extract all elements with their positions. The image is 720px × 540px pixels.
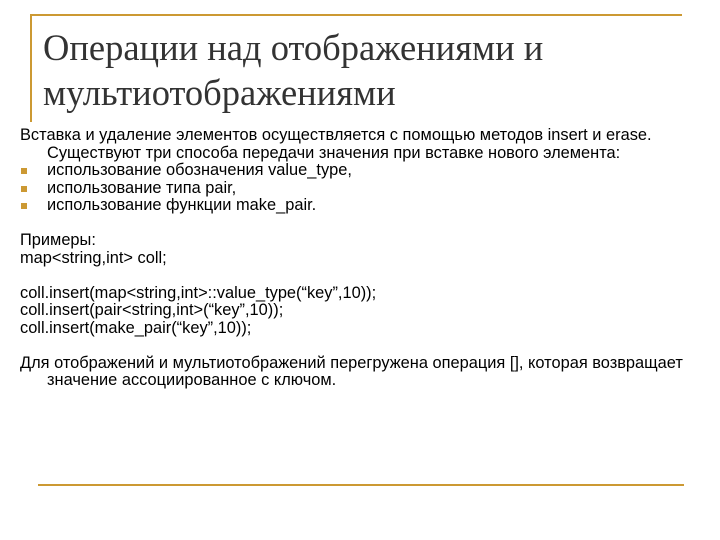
bottom-divider-rule <box>38 484 684 486</box>
bullet-item <box>20 180 710 198</box>
examples-label: Примеры: <box>20 231 96 249</box>
title-frame-top-rule <box>30 14 682 16</box>
spacer <box>20 215 710 233</box>
code-line: coll.insert(map<string,int>::value_type(“key”,10)); <box>20 283 377 302</box>
closing-paragraph: Для отображений и мультиотображений перегружена операция [], которая возвращает значение ассоциированное с ключом. <box>20 353 683 389</box>
spacer <box>20 267 710 285</box>
code-line: coll.insert(pair<string,int>(“key”,10)); <box>20 301 284 319</box>
method-bullet-list <box>20 162 710 215</box>
square-bullet-icon <box>21 203 27 209</box>
declaration-line: map<string,int> coll; <box>20 248 167 267</box>
intro-paragraph: Вставка и удаление элементов осуществляется с помощью методов insert и erase. Существуют три способа передачи значения при вставке нового элемента: <box>20 126 652 162</box>
square-bullet-icon <box>21 168 27 174</box>
bullet-item <box>20 197 710 215</box>
spacer <box>20 337 710 355</box>
code-line: coll.insert(make_pair(“key”,10)); <box>20 318 252 337</box>
slide-title: Операции над отображениями и мультиотображениями <box>43 27 544 113</box>
bullet-text: использование обозначения value_type, <box>47 161 352 179</box>
slide-body <box>20 127 710 390</box>
bullet-item <box>20 162 710 180</box>
bullet-text: использование функции make_pair. <box>47 196 317 214</box>
square-bullet-icon <box>21 186 27 192</box>
title-frame-left-rule <box>30 14 32 122</box>
bullet-text: использование типа pair, <box>47 178 237 197</box>
